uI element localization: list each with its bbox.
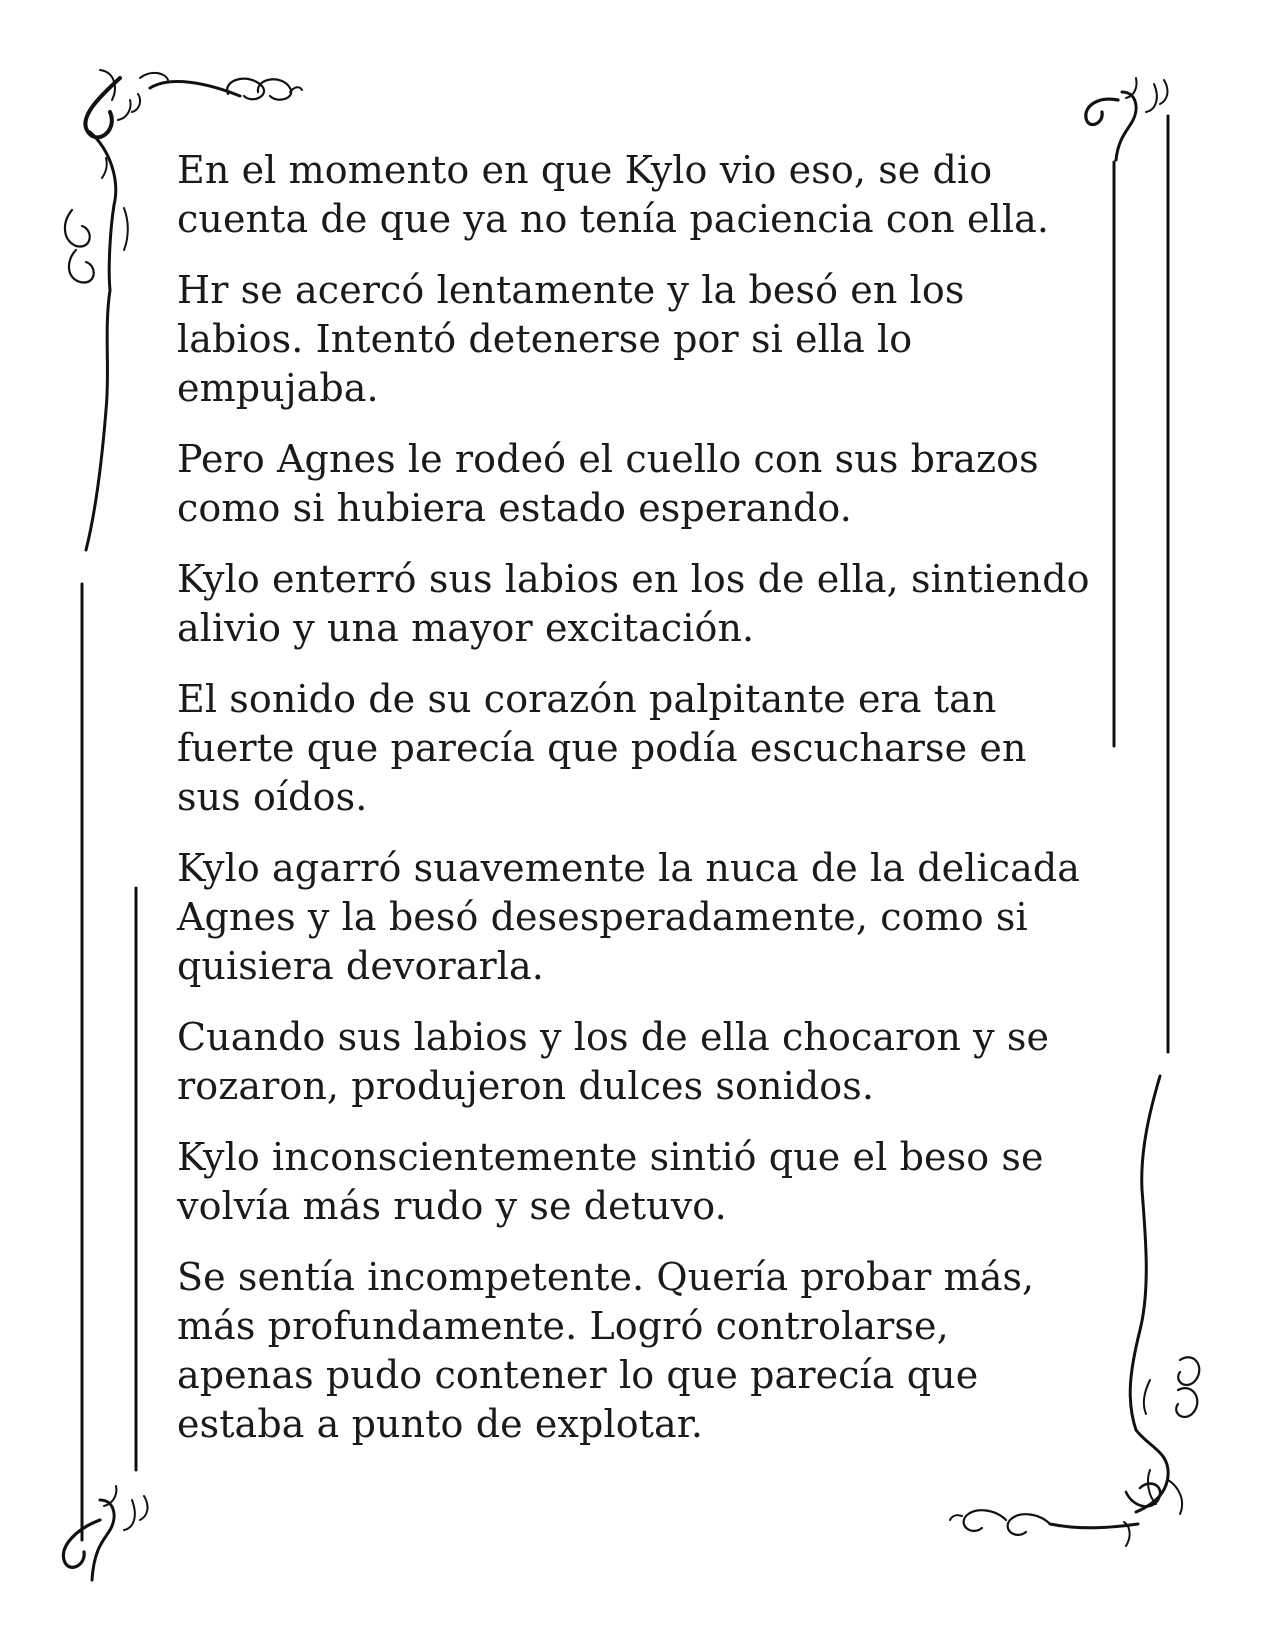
- paragraph: El sonido de su corazón palpitante era tan fuerte que parecía que podía escucharse en sus oídos.: [177, 677, 1027, 819]
- bottom-left-flourish-icon: [63, 1486, 147, 1580]
- paragraph: Cuando sus labios y los de ella chocaron y se rozaron, produjeron dulces sonidos.: [177, 1015, 1050, 1108]
- paragraph: Kylo inconscientemente sintió que el beso se volvía más rudo y se detuvo.: [177, 1135, 1044, 1228]
- top-right-flourish-icon: [1086, 78, 1168, 160]
- paragraph: Se sentía incompetente. Quería probar más, más profundamente. Logró controlarse, apenas pudo contener lo que parecía que estaba a punto de explotar.: [177, 1255, 1035, 1446]
- story-text: [177, 146, 1097, 1471]
- paragraph: Pero Agnes le rodeó el cuello con sus brazos como si hubiera estado esperando.: [177, 437, 1039, 530]
- paragraph: En el momento en que Kylo vio eso, se dio cuenta de que ya no tenía paciencia con ella.: [177, 148, 1050, 241]
- paragraph: Kylo enterró sus labios en los de ella, sintiendo alivio y una mayor excitación.: [177, 557, 1090, 650]
- paragraph: Kylo agarró suavemente la nuca de la delicada Agnes y la besó desesperadamente, como si quisiera devorarla.: [177, 846, 1081, 988]
- paragraph: Hr se acercó lentamente y la besó en los labios. Intentó detenerse por si ella lo empujaba.: [177, 268, 965, 410]
